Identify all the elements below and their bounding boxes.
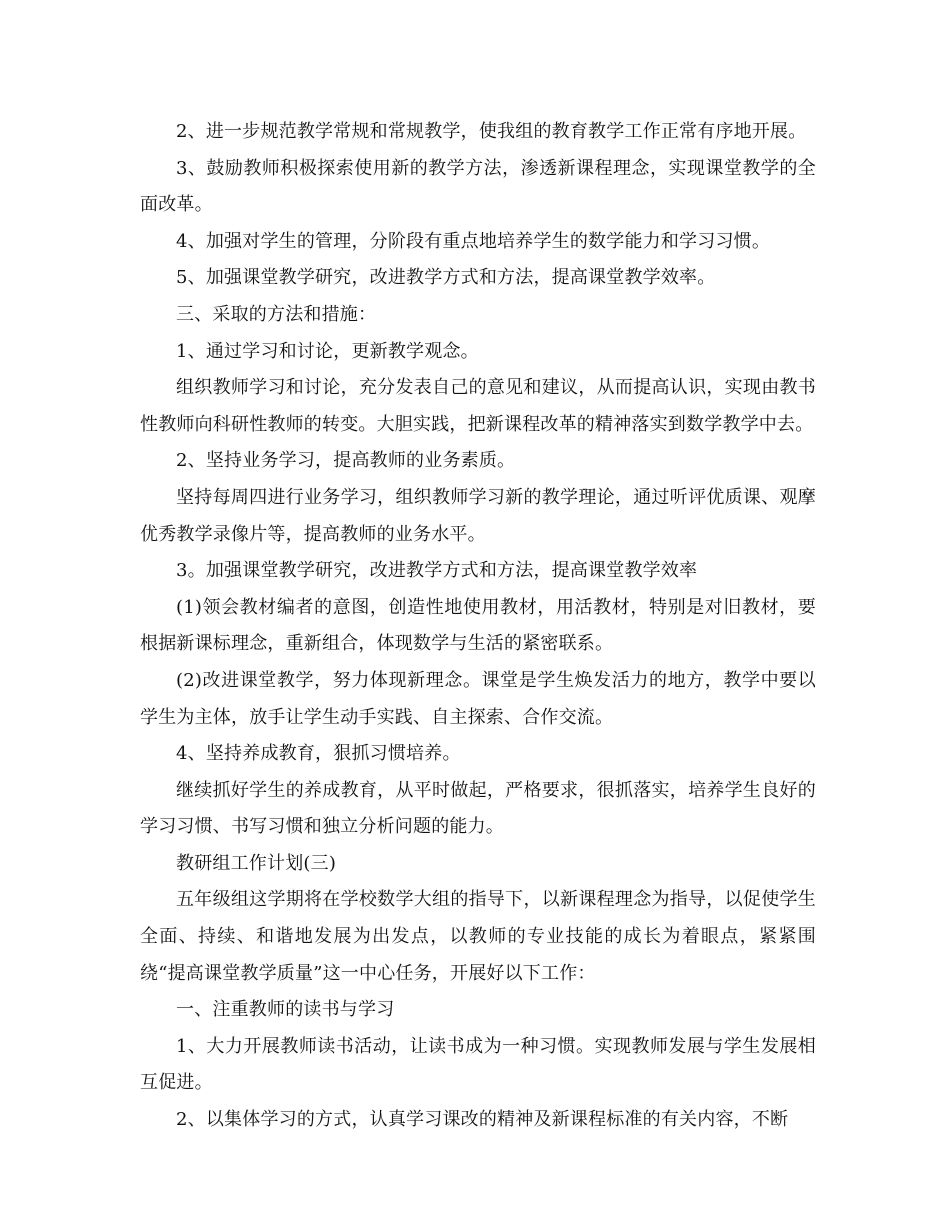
paragraph: 3、鼓励教师积极探索使用新的教学方法，渗透新课程理念，实现课堂教学的全面改革。: [140, 157, 816, 216]
section-heading: 一、注重教师的读书与学习: [176, 999, 395, 1021]
paragraph: 2、以集体学习的方式，认真学习课改的精神及新课程标准的有关内容，不断: [176, 1109, 789, 1131]
paragraph: 五年级组这学期将在学校数学大组的指导下，以新课程理念为指导，以促使学生全面、持续、和谐地发展为出发点，以教师的专业技能的成长为着眼点，紧紧围绕“提高课堂教学质量”这一中心任务，开展好以下工作：: [140, 889, 816, 984]
paragraph: (1)领会教材编者的意图，创造性地使用教材，用活教材，特别是对旧教材，要根据新课标理念，重新组合，体现数学与生活的紧密联系。: [140, 596, 816, 655]
paragraph: 继续抓好学生的养成教育，从平时做起，严格要求，很抓落实，培养学生良好的学习习惯、书写习惯和独立分析问题的能力。: [140, 779, 816, 838]
section-heading: 三、采取的方法和措施：: [176, 303, 377, 325]
paragraph: (2)改进课堂教学，努力体现新理念。课堂是学生焕发活力的地方，教学中要以学生为主体，放手让学生动手实践、自主探索、合作交流。: [140, 669, 816, 728]
paragraph: 1、通过学习和讨论，更新教学观念。: [176, 340, 479, 362]
paragraph: 1、大力开展教师读书活动，让读书成为一种习惯。实现教师发展与学生发展相互促进。: [140, 1035, 816, 1094]
paragraph: 坚持每周四进行业务学习，组织教师学习新的教学理论，通过听评优质课、观摩优秀教学录像片等，提高教师的业务水平。: [140, 486, 816, 545]
paragraph: 5、加强课堂教学研究，改进教学方式和方法，提高课堂教学效率。: [176, 267, 716, 289]
paragraph: 3。加强课堂教学研究，改进教学方式和方法，提高课堂教学效率: [176, 560, 698, 582]
section-heading: 教研组工作计划(三): [176, 852, 337, 874]
document-body: [140, 114, 816, 1139]
paragraph: 2、坚持业务学习，提高教师的业务素质。: [176, 450, 516, 472]
paragraph: 组织教师学习和讨论，充分发表自己的意见和建议，从而提高认识，实现由教书性教师向科研性教师的转变。大胆实践，把新课程改革的精神落实到数学教学中去。: [140, 377, 816, 435]
paragraph: 2、进一步规范教学常规和常规教学，使我组的教育教学工作正常有序地开展。: [176, 121, 807, 142]
paragraph: 4、加强对学生的管理，分阶段有重点地培养学生的数学能力和学习习惯。: [176, 230, 771, 252]
paragraph: 4、坚持养成教育，狠抓习惯培养。: [176, 743, 461, 765]
